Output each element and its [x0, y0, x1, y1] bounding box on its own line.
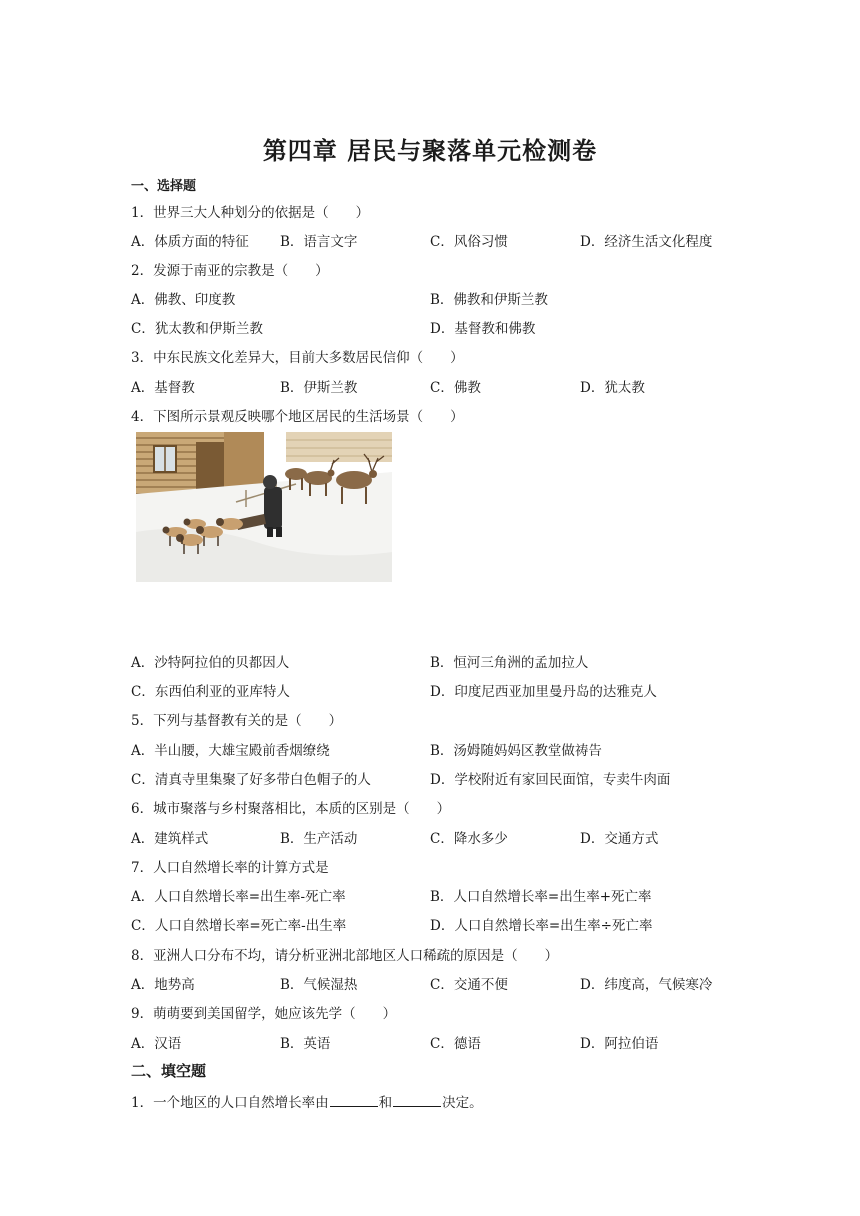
- fill-text-2: 和: [378, 1095, 393, 1111]
- question-stem: 1．世界三大人种划分的依据是（ ）: [131, 205, 370, 221]
- option-d: D．学校附近有家回民面馆，专卖牛肉面: [430, 772, 671, 788]
- option-b: B．语言文字: [280, 234, 358, 250]
- option-c: C．德语: [430, 1036, 481, 1052]
- fill-blank-1[interactable]: [330, 1093, 378, 1107]
- option-c: C．降水多少: [430, 831, 508, 847]
- option-b: B．佛教和伊斯兰教: [430, 292, 548, 308]
- option-d: D．纬度高，气候寒冷: [580, 977, 713, 993]
- fill-question: [131, 1091, 483, 1111]
- option-d: D．犹太教: [580, 380, 645, 396]
- option-c: C．人口自然增长率=死亡率-出生率: [131, 918, 347, 934]
- option-c: C．佛教: [430, 380, 481, 396]
- section-heading-fill: 二、填空题: [131, 1062, 207, 1080]
- option-d: D．人口自然增长率=出生率÷死亡率: [430, 918, 653, 934]
- question-stem: 6．城市聚落与乡村聚落相比，本质的区别是（ ）: [131, 801, 451, 817]
- option-c: C．清真寺里集聚了好多带白色帽子的人: [131, 772, 371, 788]
- option-d: D．印度尼西亚加里曼丹岛的达雅克人: [430, 684, 657, 700]
- option-d: D．阿拉伯语: [580, 1036, 659, 1052]
- option-a: A．人口自然增长率=出生率-死亡率: [131, 889, 346, 905]
- option-d: D．基督教和佛教: [430, 321, 536, 337]
- page-title: 第四章 居民与聚落单元检测卷: [262, 137, 598, 165]
- option-b: B．伊斯兰教: [280, 380, 358, 396]
- fill-text-3: 决定。: [442, 1095, 483, 1111]
- question-stem: 4．下图所示景观反映哪个地区居民的生活场景（ ）: [131, 409, 464, 425]
- question-stem: 2．发源于南亚的宗教是（ ）: [131, 263, 329, 279]
- option-c: C．东西伯利亚的亚库特人: [131, 684, 290, 700]
- option-c: C．交通不便: [430, 977, 508, 993]
- option-a: A．佛教、印度教: [131, 292, 236, 308]
- option-a: A．建筑样式: [131, 831, 209, 847]
- option-b: B．气候湿热: [280, 977, 358, 993]
- option-a: A．地势高: [131, 977, 195, 993]
- question-stem: 5．下列与基督教有关的是（ ）: [131, 713, 343, 729]
- section-heading-choice: 一、选择题: [131, 179, 197, 194]
- option-a: A．半山腰，大雄宝殿前香烟缭绕: [131, 743, 330, 759]
- option-d: D．经济生活文化程度: [580, 234, 713, 250]
- question-stem: 9．萌萌要到美国留学，她应该先学（ ）: [131, 1006, 397, 1022]
- option-a: A．汉语: [131, 1036, 182, 1052]
- question-stem: 7．人口自然增长率的计算方式是: [131, 860, 329, 876]
- question-stem: 3．中东民族文化差异大，目前大多数居民信仰（ ）: [131, 350, 464, 366]
- option-a: A．基督教: [131, 380, 195, 396]
- option-a: A．体质方面的特征: [131, 234, 249, 250]
- option-b: B．英语: [280, 1036, 331, 1052]
- option-c: C．犹太教和伊斯兰教: [131, 321, 263, 337]
- question-stem: 8．亚洲人口分布不均，请分析亚洲北部地区人口稀疏的原因是（ ）: [131, 948, 559, 964]
- option-d: D．交通方式: [580, 831, 659, 847]
- reindeer-sled-scene-illustration: [136, 432, 392, 582]
- fill-text-1: 1．一个地区的人口自然增长率由: [131, 1095, 329, 1111]
- option-b: B．恒河三角洲的孟加拉人: [430, 655, 589, 671]
- option-c: C．风俗习惯: [430, 234, 508, 250]
- fill-blank-2[interactable]: [393, 1093, 441, 1107]
- option-a: A．沙特阿拉伯的贝都因人: [131, 655, 290, 671]
- option-b: B．汤姆随妈妈区教堂做祷告: [430, 743, 602, 759]
- option-b: B．人口自然增长率=出生率+死亡率: [430, 889, 652, 905]
- option-b: B．生产活动: [280, 831, 358, 847]
